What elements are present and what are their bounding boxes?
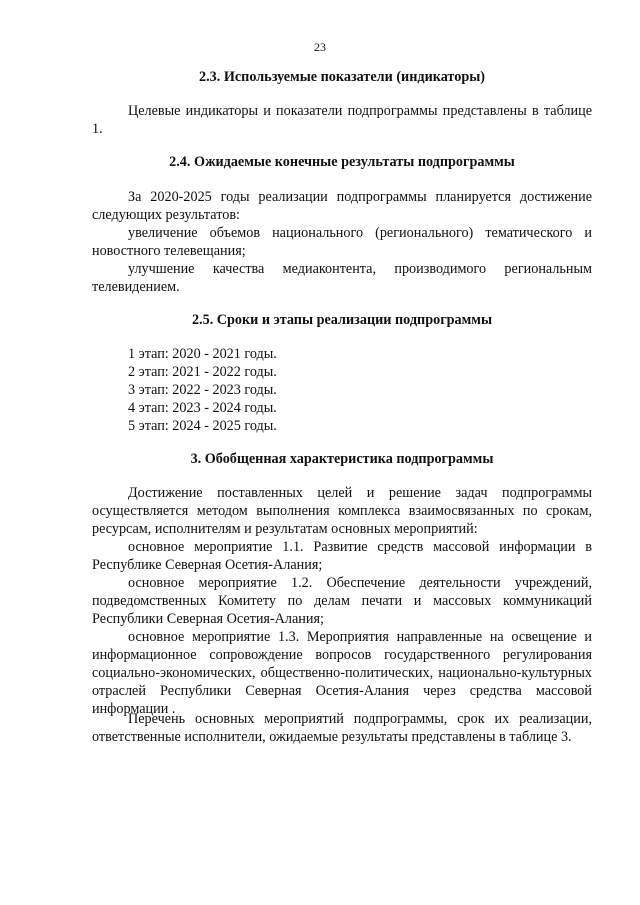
heading-2-5: 2.5. Сроки и этапы реализации подпрограммы bbox=[191, 312, 493, 328]
paragraph-results-intro: За 2020-2025 годы реализации подпрограммы планируется достижение следующих результатов: bbox=[92, 189, 592, 223]
stages-list bbox=[128, 345, 277, 435]
paragraph-activity-1-1: основное мероприятие 1.1. Развитие средств массовой информации в Республике Северная Осетия-Алания; bbox=[92, 539, 592, 573]
heading-3: 3. Обобщенная характеристика подпрограммы bbox=[190, 451, 494, 467]
paragraph-activity-1-2: основное мероприятие 1.2. Обеспечение деятельности учреждений, подведомственных Комитету по делам печати и массовых коммуникаций Республики Северная Осетия-Алания; bbox=[92, 575, 592, 627]
paragraph-indicators: Целевые индикаторы и показатели подпрограммы представлены в таблице 1. bbox=[92, 103, 592, 137]
stage-item: 1 этап: 2020 - 2021 годы. bbox=[128, 346, 277, 362]
paragraph-activity-1-3: основное мероприятие 1.3. Мероприятия направленные на освещение и информационное сопровождение вопросов государственного регулирования социально-экономических, общественно-политических, национально-культурных отраслей Республики Северная Осетия-Алания через средства массовой информации . bbox=[92, 629, 592, 717]
stage-item: 4 этап: 2023 - 2024 годы. bbox=[128, 400, 277, 416]
paragraph-activities-list-reference: Перечень основных мероприятий подпрограммы, срок их реализации, ответственные исполнители, ожидаемые результаты представлены в таблице 3. bbox=[92, 711, 592, 745]
heading-2-3: 2.3. Используемые показатели (индикаторы) bbox=[198, 69, 486, 85]
stage-item: 3 этап: 2022 - 2023 годы. bbox=[128, 382, 277, 398]
heading-2-4: 2.4. Ожидаемые конечные результаты подпрограммы bbox=[169, 154, 515, 170]
paragraph-result-item-2: улучшение качества медиаконтента, производимого региональным телевидением. bbox=[92, 261, 592, 295]
stage-item: 2 этап: 2021 - 2022 годы. bbox=[128, 364, 277, 380]
page-number: 23 bbox=[314, 40, 326, 54]
paragraph-characteristics-intro: Достижение поставленных целей и решение задач подпрограммы осуществляется методом выполнения комплекса взаимосвязанных по срокам, ресурсам, исполнителям и результатам основных мероприятий: bbox=[92, 485, 592, 537]
paragraph-result-item-1: увеличение объемов национального (регионального) тематического и новостного телевещания; bbox=[92, 225, 592, 259]
stage-item: 5 этап: 2024 - 2025 годы. bbox=[128, 418, 277, 434]
